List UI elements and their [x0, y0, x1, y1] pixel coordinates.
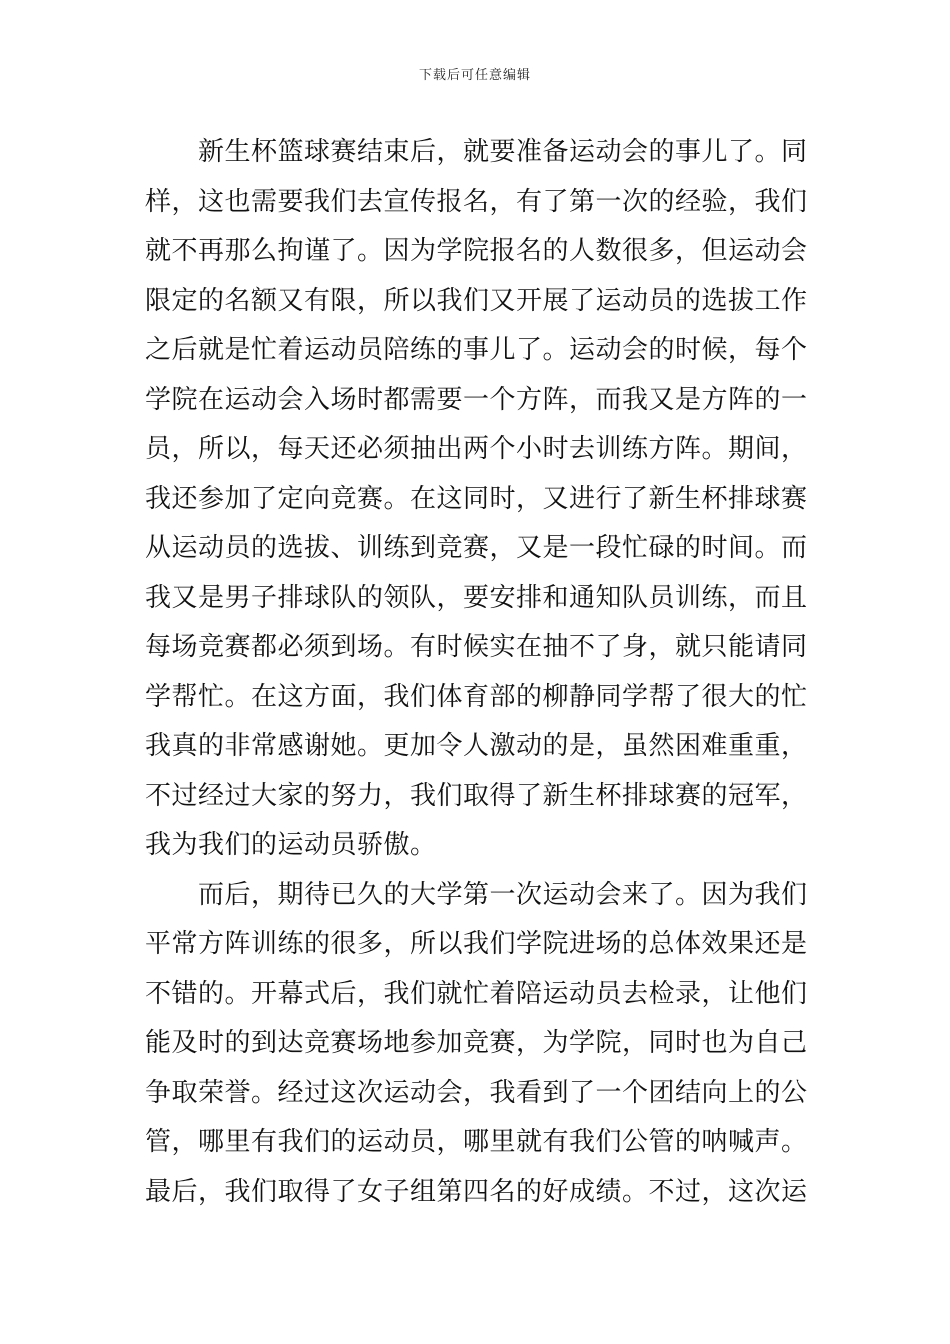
paragraph-1-line-2: 样，这也需要我们去宣传报名，有了第一次的经验，我们: [145, 186, 808, 217]
paragraph-1-line-10: 我又是男子排球队的领队，要安排和通知队员训练，而且: [145, 582, 808, 613]
paragraph-1-line-13: 我真的非常感谢她。更加令人激动的是，虽然困难重重，: [145, 731, 808, 761]
paragraph-1-line-5: 之后就是忙着运动员陪练的事儿了。运动会的时候，每个: [145, 335, 808, 365]
paragraph-1-line-15: 我为我们的运动员骄傲。: [145, 830, 437, 860]
paragraph-2-line-6: 管，哪里有我们的运动员，哪里就有我们公管的呐喊声。: [145, 1127, 808, 1157]
paragraph-1-line-8: 我还参加了定向竞赛。在这同时，又进行了新生杯排球赛: [145, 483, 808, 514]
paragraph-2-line-1: 而后，期待已久的大学第一次运动会来了。因为我们: [198, 879, 808, 910]
paragraph-2-line-3: 不错的。开幕式后，我们就忙着陪运动员去检录，让他们: [145, 978, 808, 1009]
paragraph-1-line-7: 员，所以，每天还必须抽出两个小时去训练方阵。期间，: [145, 434, 808, 464]
paragraph-2-line-5: 争取荣誉。经过这次运动会，我看到了一个团结向上的公: [145, 1077, 808, 1108]
paragraph-1-line-9: 从运动员的选拔、训练到竞赛，又是一段忙碌的时间。而: [145, 533, 808, 563]
paragraph-1-line-3: 就不再那么拘谨了。因为学院报名的人数很多，但运动会: [145, 236, 808, 266]
paragraph-2-line-4: 能及时的到达竞赛场地参加竞赛，为学院，同时也为自己: [145, 1028, 808, 1058]
document-body: [145, 128, 825, 1217]
paragraph-2-line-2: 平常方阵训练的很多，所以我们学院进场的总体效果还是: [145, 929, 808, 959]
page-header: 下载后可任意编辑: [418, 68, 531, 83]
paragraph-1-line-4: 限定的名额又有限，所以我们又开展了运动员的选拔工作: [145, 285, 808, 316]
paragraph-1-line-6: 学院在运动会入场时都需要一个方阵，而我又是方阵的一: [145, 384, 808, 415]
paragraph-1-line-12: 学帮忙。在这方面，我们体育部的柳静同学帮了很大的忙: [145, 681, 808, 712]
paragraph-1-line-1: 新生杯篮球赛结束后，就要准备运动会的事儿了。同: [198, 137, 808, 167]
paragraph-1-line-14: 不过经过大家的努力，我们取得了新生杯排球赛的冠军，: [145, 780, 808, 811]
paragraph-1-line-11: 每场竞赛都必须到场。有时候实在抽不了身，就只能请同: [145, 632, 808, 662]
paragraph-2-line-7: 最后，我们取得了女子组第四名的好成绩。不过，这次运: [145, 1176, 808, 1207]
